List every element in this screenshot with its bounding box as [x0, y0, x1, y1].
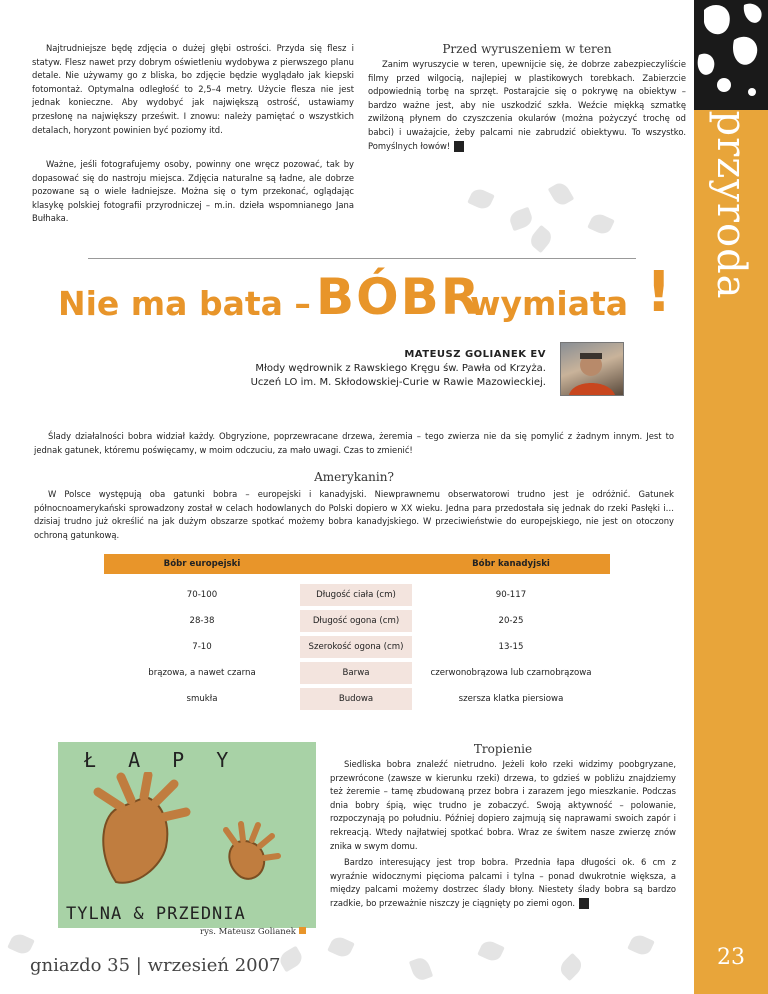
table-cell-feature: Budowa	[300, 686, 412, 712]
table-cell-canadian: 13-15	[412, 634, 610, 660]
headline-exclamation: !	[646, 260, 672, 325]
table-cell-european: smukła	[104, 686, 300, 712]
photo-tips-paragraph-2: Ważne, jeśli fotografujemy osoby, powinny one wręcz pozować, tak by dopasować się do nastroju miejsca. Zdjęcia naturalne są ładne, ale dobrze pozowane są o wiele ładniejsze. Można się o tym przekonać, oglądając klasykę polskiej fotografii przyrodniczej – m.in. dzieła wspomnianego Jana Bułhaka.	[32, 159, 354, 224]
table-cell-european: 7-10	[104, 634, 300, 660]
table-cell-canadian: czerwonobrązowa lub czarnobrązowa	[412, 660, 610, 686]
intro-paragraph: Ślady działalności bobra widział każdy. Obgryzione, poprzewracane drzewa, żeremia – tego zwierza nie da się pomylić z żadnym innym. Jest to jednak gatunek, któremu poświęcamy, w moim odczuciu, za mało uwagi. Czas to zmienić!	[34, 431, 674, 455]
comparison-table	[104, 554, 610, 714]
table-row	[104, 660, 610, 686]
american-heading: Amerykanin?	[314, 470, 394, 484]
table-cell-european: 70-100	[104, 584, 300, 608]
separator-rule	[88, 258, 636, 259]
photo-tips-paragraph-1: Najtrudniejsze będę zdjęcia o dużej głębi ostrości. Przyda się flesz i statyw. Flesz nawet przy dobrym oświetleniu wydobywa z pierwszego planu detale. Nie używamy go z bliska, bo zdjęcie będzie wyglądało jak kiepski fotomontaż. Optymalna odległość to 2,5–4 metry. Użycie flesza nie jest jednak konieczne. Aby wydobyć jak największą ostrość, ustawiamy przesłonę na największy prześwit. I znowu: należy pamiętać o wszystkich detalach, horyzont powinien być poziomy itd.	[32, 43, 354, 135]
headline-part-3: wymiata	[470, 284, 629, 323]
table-cell-feature: Barwa	[300, 660, 412, 686]
table-header-feature	[300, 554, 412, 576]
table-cell-feature: Szerokość ogona (cm)	[300, 634, 412, 660]
illustration-caption-text: rys. Mateusz Golianek	[200, 927, 296, 937]
table-cell-canadian: szersza klatka piersiowa	[412, 686, 610, 712]
leaves-decoration	[470, 180, 630, 250]
article-headline	[58, 260, 678, 328]
table-row	[104, 634, 610, 660]
table-header-european: Bóbr europejski	[104, 554, 300, 576]
author-photo	[560, 342, 624, 396]
table-cell-canadian: 90-117	[412, 584, 610, 608]
author-bio-line-1: Młody wędrownik z Rawskiego Kręgu św. Pawła od Krzyża.	[255, 363, 546, 374]
page-number: 23	[717, 945, 745, 970]
section-title-text: przyroda	[708, 110, 754, 300]
tracking-paragraph-1: Siedliska bobra znaleźć nietrudno. Jeżeli koło rzeki widzimy poobgryzane, przewrócone (zawsze w kierunku rzeki) drzewa, to gdzieś w pobliżu znajdziemy też żeremie – tamę zbudowaną przez bobra i zarazem jego mieszkanie. Podczas dnia bobry śpią, więc trudno je zobaczyć. Swoją aktywność – polowanie, rozpoczynają po południu. Później dopiero zajmują się naprawami swoich zapór i rekreacją. Wtedy najłatwiej spotkać bobra. Wraz ze świtem nasze zwierzę znów znika w swym domu.	[330, 759, 676, 851]
footer-issue: gniazdo 35 | wrzesień 2007	[30, 955, 281, 976]
section-title	[696, 110, 766, 300]
table-cell-canadian: 20-25	[412, 608, 610, 634]
before-trip-text: Zanim wyruszycie w teren, upewnijcie się, że dobrze zabezpieczyliście filmy przed wilgocią, najlepiej w plastikowych torebkach. Zabierzcie odpowiednią torbę na sprzęt. Postarajcie się o pokrywę na obiektyw – bardzo ważne jest, aby nie uszkodzić szkła. Weźcie miękką szmatkę zwilżoną płynem do czyszczenia okularów (można pożyczyć trochę od babci) i uważajcie, żeby palcami nie zabrudzić obiektywu. To wszystko. Pomyślnych łowów!	[368, 59, 686, 151]
end-of-article-icon	[454, 141, 464, 152]
before-trip-paragraph	[368, 58, 686, 153]
table-cell-european: 28-38	[104, 608, 300, 634]
table-cell-feature: Długość ogona (cm)	[300, 608, 412, 634]
table-header-canadian: Bóbr kanadyjski	[412, 554, 610, 576]
headline-part-1: Nie ma bata –	[58, 284, 311, 323]
table-cell-european: brązowa, a nawet czarna	[104, 660, 300, 686]
end-of-article-icon	[579, 898, 589, 909]
tracking-heading: Tropienie	[473, 742, 533, 756]
paw-prints-drawing	[76, 772, 306, 892]
table-row	[104, 686, 610, 712]
author-name: MATEUSZ GOLIANEK EV	[404, 349, 546, 360]
american-paragraph: W Polsce występują oba gatunki bobra – europejski i kanadyjski. Niewprawnemu obserwatorowi trudno jest je odróżnić. Gatunek północnoamerykański sprowadzony został w celach hodowlanych do Polski dopiero w XX wieku. Jedna para przedostała się jednak do rzeki Pasłęki i… dzisiaj trudno już określić na jak dużym obszarze spotkać możemy bobra kanadyjskiego. W przeciwieństwie do europejskiego, nie jest on otoczony ochroną gatunkową.	[34, 489, 674, 540]
illustration-bottom-label: TYLNA & PRZEDNIA	[66, 904, 246, 924]
table-row	[104, 608, 610, 634]
floral-decoration	[694, 0, 768, 110]
table-row	[104, 584, 610, 608]
tracking-paragraph-2	[330, 856, 676, 910]
before-trip-heading: Przed wyruszeniem w teren	[442, 42, 612, 56]
table-cell-feature: Długość ciała (cm)	[300, 584, 412, 608]
tracking-text-2: Bardzo interesujący jest trop bobra. Przednia łapa długości ok. 6 cm z wyraźnie widocznymi pięcioma palcami i tylna – ponad dwukrotnie większa, a między palcami możemy dostrzec ślady błony. Niestety ślady bobra są bardzo rzadkie, bo przeważnie niszczy je ciągnięty po ziemi ogon.	[330, 857, 676, 908]
headline-part-2: BÓBR	[316, 268, 482, 326]
author-bio-line-2: Uczeń LO im. M. Skłodowskiej-Curie w Rawie Mazowieckiej.	[250, 377, 546, 388]
author-block	[251, 348, 546, 390]
table-header-row	[104, 554, 610, 576]
illustration-top-label: Ł A P Y	[84, 748, 239, 772]
paw-prints-illustration	[58, 742, 316, 928]
